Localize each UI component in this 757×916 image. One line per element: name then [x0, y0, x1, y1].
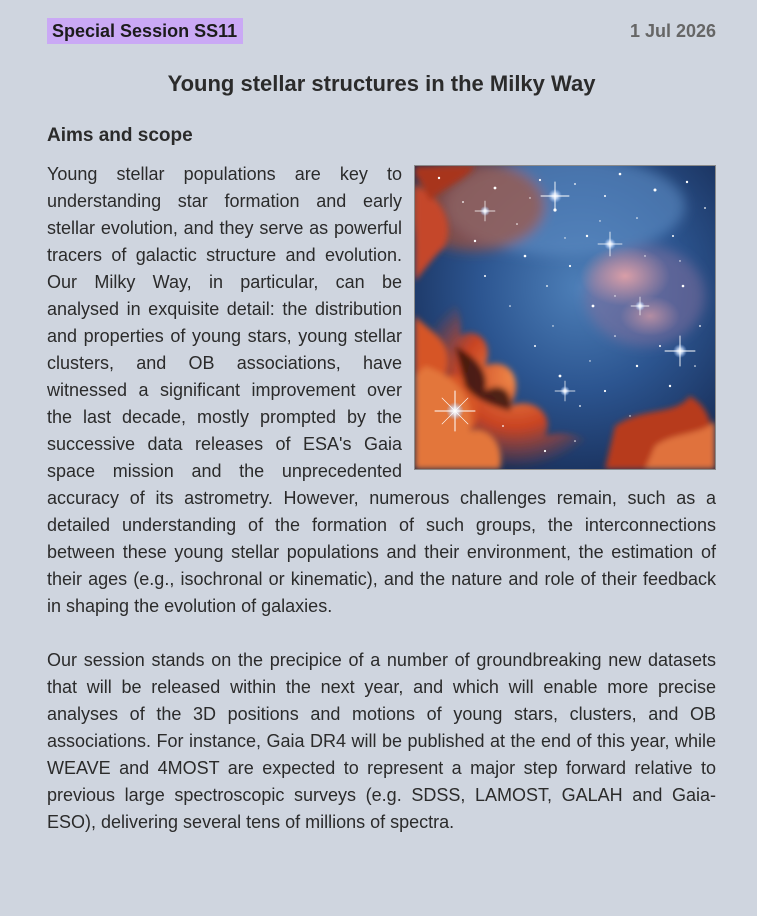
session-header: [47, 18, 716, 45]
page: [47, 18, 716, 836]
session-date: 1 Jul 2026: [629, 21, 716, 41]
session-title: Young stellar structures in the Milky Way: [167, 71, 596, 96]
nebula-image: [414, 165, 716, 470]
section-body: [47, 161, 716, 836]
paragraph-2: Our session stands on the precipice of a number of groundbreaking new datasets that will be released within the next year, and which will enable more precise analyses of the 3D positions and motions of young stars, clusters, and OB associations. For instance, Gaia DR4 will be published at the end of this year, while WEAVE and 4MOST are expected to represent a major step forward relative to previous large spectroscopic surveys (e.g. SDSS, LAMOST, GALAH and Gaia-ESO), delivering several tens of millions of spectra.: [47, 650, 716, 832]
session-badge: Special Session SS11: [47, 18, 243, 44]
section-heading-aims: Aims and scope: [47, 125, 193, 146]
paragraph-1: Young stellar populations are key to understanding star formation and early stellar evolution, and they serve as powerful tracers of galactic structure and evolution. Our Milky Way, in particular, can be analysed in exquisite detail: the distribution and properties of young stars, young stellar clusters, and OB associations, have witnessed a significant improvement over the last decade, mostly prompted by the successive data releases of ESA's Gaia space mission and the unprecedented accuracy of its astrometry. However, numerous challenges remain, such as a detailed understanding of the formation of such groups, the interconnections between these young stellar populations and their environment, the estimation of their ages (e.g., isochronal or kinematic), and the nature and role of their feedback in shaping the evolution of galaxies.: [47, 164, 716, 616]
